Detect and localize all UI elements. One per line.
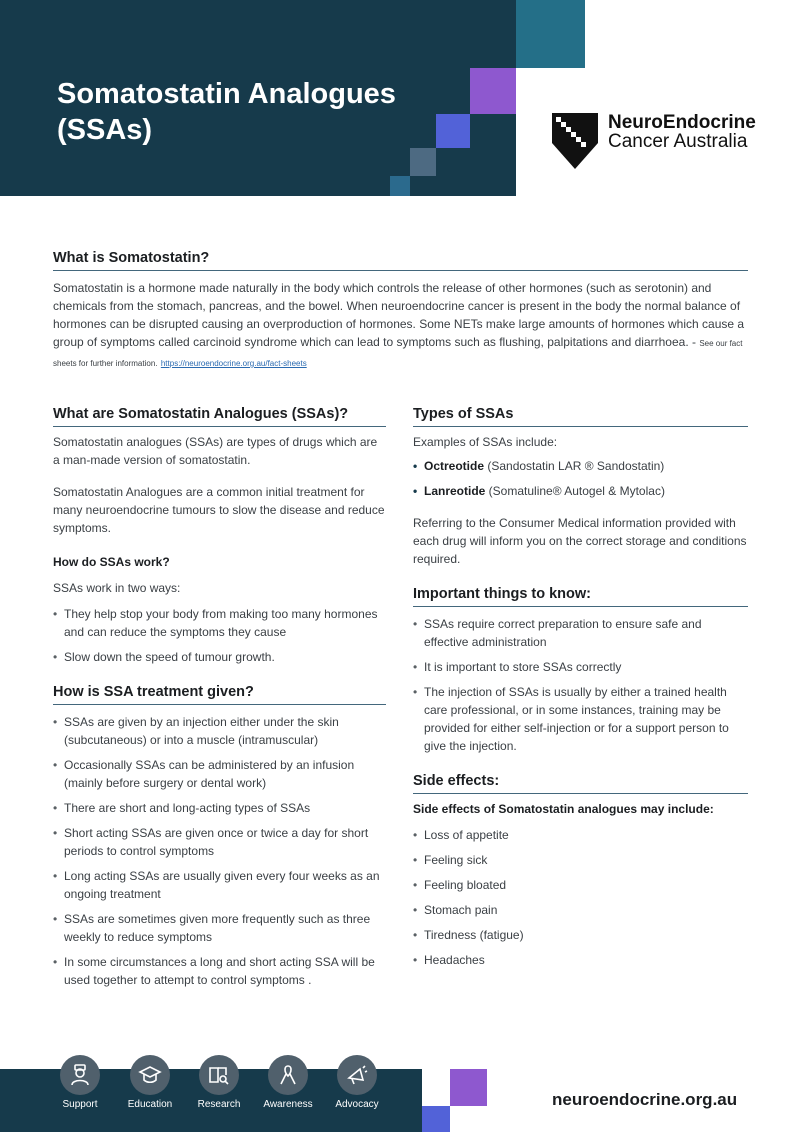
drug-detail: (Sandostatin LAR ® Sandostatin): [484, 459, 665, 473]
sub-heading: Side effects of Somatostatin analogues may include:: [413, 802, 714, 816]
list-item: • Occasionally SSAs can be administered by an infusion (mainly before surgery or dental work): [53, 756, 386, 792]
list-item: • It is important to store SSAs correctly: [413, 658, 748, 676]
nurse-icon: [60, 1055, 100, 1095]
section-heading: Side effects:: [413, 773, 748, 794]
list-item: [413, 457, 748, 475]
list-item: • Short acting SSAs are given once or twice a day for short periods to control symptoms: [53, 824, 386, 860]
paragraph: SSAs work in two ways:: [53, 581, 181, 595]
list-item: • SSAs are sometimes given more frequently such as three weekly to reduce symptoms: [53, 910, 386, 946]
section-heading: What are Somatostatin Analogues (SSAs)?: [53, 406, 386, 427]
how-given-list: [53, 713, 386, 989]
ribbon-icon: [268, 1055, 308, 1095]
list-item: • The injection of SSAs is usually by either a trained health care professional, or in some instances, training may be provided for either self-injection or for a support person to give the injection.: [413, 683, 748, 755]
footer-label: Support: [62, 1099, 98, 1110]
footer-link-research[interactable]: [189, 1055, 249, 1110]
logo: [552, 113, 772, 173]
what-is-body: [53, 279, 748, 373]
fact-sheet-note: See our fact sheets for further information.: [53, 339, 743, 368]
drug-name: Lanreotide: [424, 484, 486, 498]
drug-name: Octreotide: [424, 459, 485, 473]
logo-text-line: NeuroEndocrine: [608, 112, 756, 133]
logo-mark-icon: [552, 113, 598, 169]
list-item: • There are short and long-acting types of SSAs: [53, 799, 386, 817]
list-item: • Loss of appetite: [413, 826, 748, 844]
list-item: • SSAs are given by an injection either under the skin (subcutaneous) or into a muscle (intramuscular): [53, 713, 386, 749]
page-title-line: (SSAs): [57, 114, 153, 146]
logo-text-line: Cancer Australia: [608, 131, 748, 152]
important-list: [413, 615, 748, 755]
right-column: [413, 406, 748, 976]
left-column: [53, 406, 386, 996]
logo-text: [608, 113, 756, 151]
footer-label: Education: [127, 1099, 173, 1110]
footer-label: Awareness: [263, 1099, 313, 1110]
footer-label: Research: [197, 1099, 241, 1110]
footer-icons: [50, 1055, 400, 1115]
footer-link-advocacy[interactable]: [327, 1055, 387, 1110]
list-item: • Headaches: [413, 951, 748, 969]
section-heading: Types of SSAs: [413, 406, 748, 427]
section-heading: Important things to know:: [413, 586, 748, 607]
list-item: • Stomach pain: [413, 901, 748, 919]
research-icon: [199, 1055, 239, 1095]
footer-link-support[interactable]: [50, 1055, 110, 1110]
list-item: • Slow down the speed of tumour growth.: [53, 648, 386, 666]
decor-square: [450, 1069, 487, 1106]
what-is-section: [53, 250, 748, 373]
fact-sheet-link[interactable]: https://neuroendocrine.org.au/fact-sheets: [160, 359, 307, 368]
footer-link-education[interactable]: [120, 1055, 180, 1110]
decor-square: [516, 0, 585, 68]
sub-heading: How do SSAs work?: [53, 555, 170, 569]
how-work-list: [53, 605, 386, 666]
list-item: • Feeling bloated: [413, 876, 748, 894]
drug-detail: (Somatuline® Autogel & Mytolac): [485, 484, 665, 498]
paragraph: Somatostatin Analogues are a common initial treatment for many neuroendocrine tumours to slow the disease and reduce symptoms.: [53, 485, 385, 535]
list-item: • Long acting SSAs are usually given every four weeks as an ongoing treatment: [53, 867, 386, 903]
decor-square: [390, 176, 410, 196]
footer-label: Advocacy: [335, 1099, 379, 1110]
list-item: • Tiredness (fatigue): [413, 926, 748, 944]
paragraph: Somatostatin analogues (SSAs) are types of drugs which are a man-made version of somatostatin.: [53, 435, 378, 467]
types-list: [413, 457, 748, 500]
page-title: [57, 76, 457, 148]
side-effects-list: [413, 826, 748, 969]
decor-square: [470, 68, 516, 114]
page-title-line: Somatostatin Analogues: [57, 78, 396, 110]
section-heading: What is Somatostatin?: [53, 250, 748, 271]
website-link[interactable]: neuroendocrine.org.au: [552, 1090, 738, 1109]
megaphone-icon: [337, 1055, 377, 1095]
decor-square: [422, 1106, 450, 1132]
list-item: • Feeling sick: [413, 851, 748, 869]
paragraph: Examples of SSAs include:: [413, 435, 558, 449]
list-item: [413, 482, 748, 500]
paragraph: Referring to the Consumer Medical information provided with each drug will inform you on the correct storage and conditions required.: [413, 516, 747, 566]
decor-square: [410, 148, 436, 176]
section-heading: How is SSA treatment given?: [53, 684, 386, 705]
list-item: • SSAs require correct preparation to ensure safe and effective administration: [413, 615, 748, 651]
graduation-cap-icon: [130, 1055, 170, 1095]
list-item: • In some circumstances a long and short acting SSA will be used together to attempt to control symptoms .: [53, 953, 386, 989]
footer-link-awareness[interactable]: [258, 1055, 318, 1110]
list-item: • They help stop your body from making too many hormones and can reduce the symptoms they cause: [53, 605, 386, 641]
what-is-text: Somatostatin is a hormone made naturally in the body which controls the release of other hormones (such as serotonin) and chemicals from the stomach, pancreas, and the bowel. When neuroendocrine cancer is present in the body the normal balance of hormones can be disrupted causing an overproduction of hormones. Some NETs make large amounts of hormones which cause a group of symptoms called carcinoid syndrome which can lead to symptoms such as flushing, palpitations and diarrhoea. -: [53, 281, 745, 349]
